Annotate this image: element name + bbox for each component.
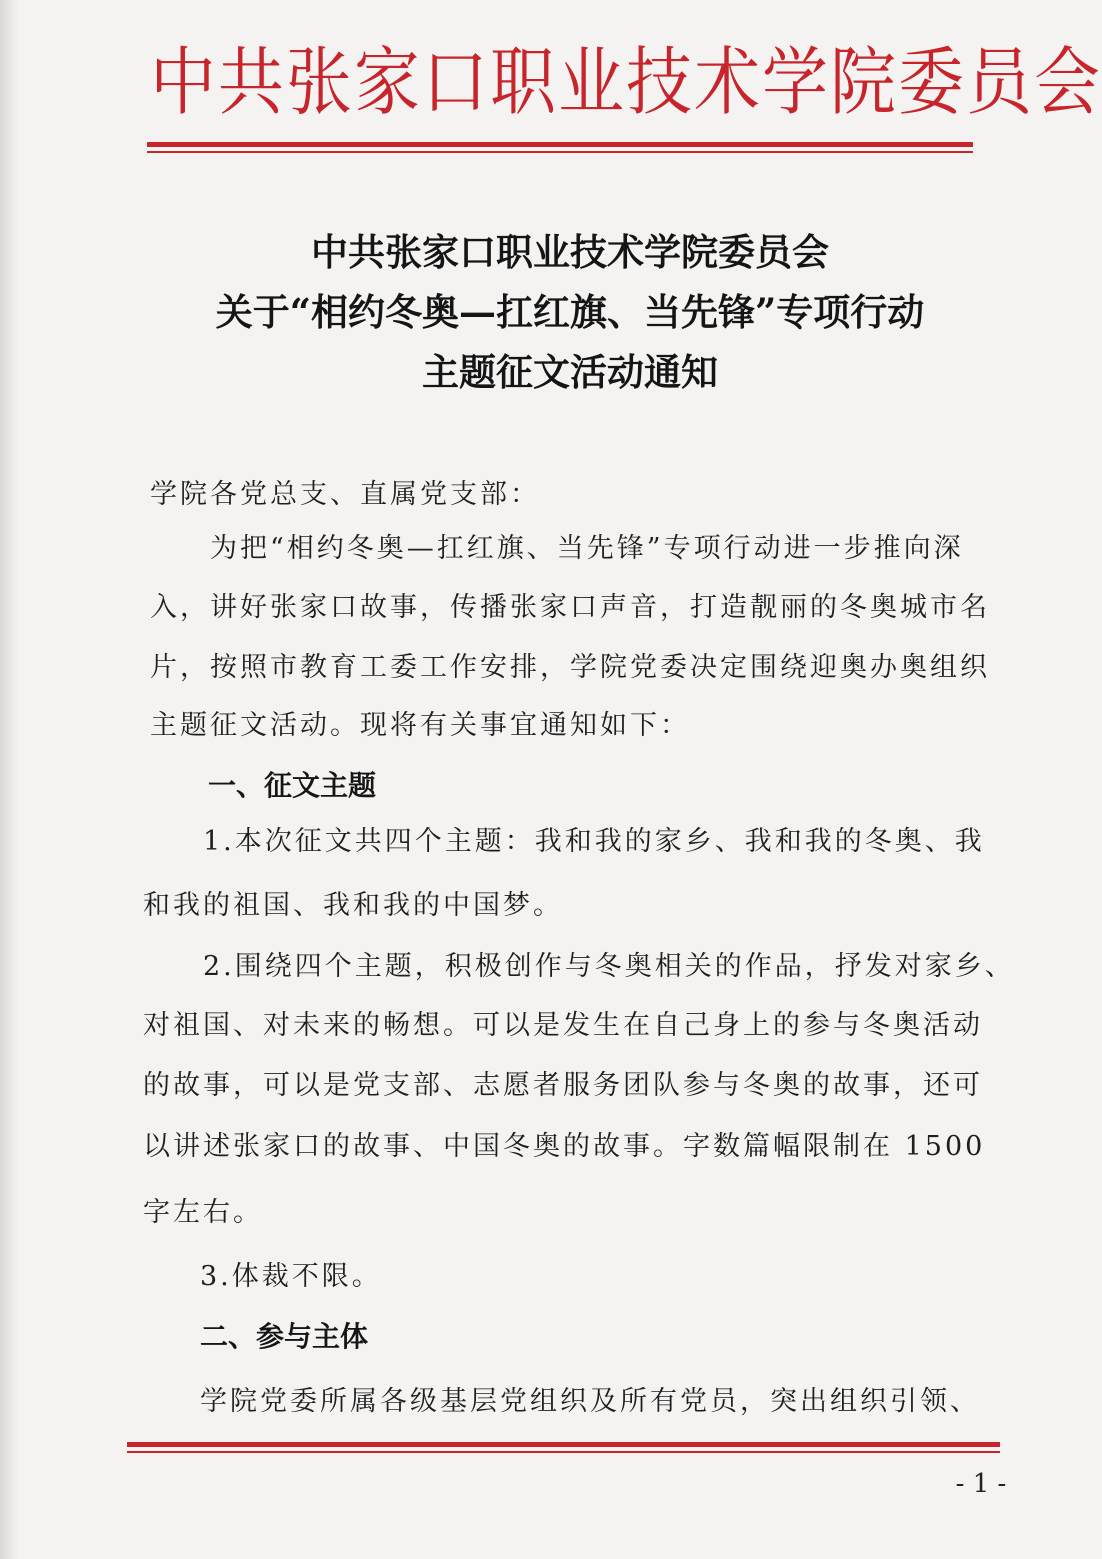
document-title (110, 222, 1030, 402)
section1-item2-line-3: 的故事，可以是党支部、志愿者服务团队参与冬奥的故事，还可 (143, 1070, 983, 1101)
salutation: 学院各党总支、直属党支部： (150, 479, 540, 510)
section2-line-1: 学院党委所属各级基层党组织及所有党员，突出组织引领、 (200, 1386, 980, 1417)
masthead-rule-thin (147, 151, 973, 153)
intro-line-1: 为把“相约冬奥—扛红旗、当先锋”专项行动进一步推向深 (210, 533, 964, 564)
section1-item1-line-1: 1.本次征文共四个主题：我和我的家乡、我和我的冬奥、我 (203, 826, 985, 857)
section1-item2-line-2: 对祖国、对未来的畅想。可以是发生在自己身上的参与冬奥活动 (143, 1010, 983, 1041)
title-line-1: 中共张家口职业技术学院委员会 (311, 230, 829, 274)
section1-item3: 3.体裁不限。 (200, 1261, 382, 1292)
title-line-3: 主题征文活动通知 (422, 350, 718, 394)
footer-rule-thin (127, 1451, 1000, 1453)
section2-heading: 二、参与主体 (200, 1320, 369, 1353)
masthead-rule-thick (147, 142, 973, 147)
page-number: - 1 - (955, 1469, 1007, 1499)
section1-heading: 一、征文主题 (208, 769, 377, 802)
section1-item1-line-2: 和我的祖国、我和我的中国梦。 (143, 890, 563, 921)
masthead-red-header: 中共张家口职业技术学院委员会 (150, 39, 1102, 126)
intro-line-2: 入，讲好张家口故事，传播张家口声音，打造靓丽的冬奥城市名 (150, 592, 990, 623)
section1-item2-line-4: 以讲述张家口的故事、中国冬奥的故事。字数篇幅限制在 1500 (143, 1131, 986, 1162)
section1-item2-line-5: 字左右。 (143, 1197, 263, 1228)
intro-line-3: 片，按照市教育工委工作安排，学院党委决定围绕迎奥办奥组织 (150, 652, 990, 683)
intro-line-4: 主题征文活动。现将有关事宜通知如下： (150, 710, 690, 741)
section1-item2-line-1: 2.围绕四个主题，积极创作与冬奥相关的作品，抒发对家乡、 (203, 951, 1015, 982)
footer-rule-thick (127, 1442, 1000, 1447)
page-edge-shadow (0, 0, 18, 1559)
title-line-2: 关于“相约冬奥—扛红旗、当先锋”专项行动 (215, 290, 925, 334)
